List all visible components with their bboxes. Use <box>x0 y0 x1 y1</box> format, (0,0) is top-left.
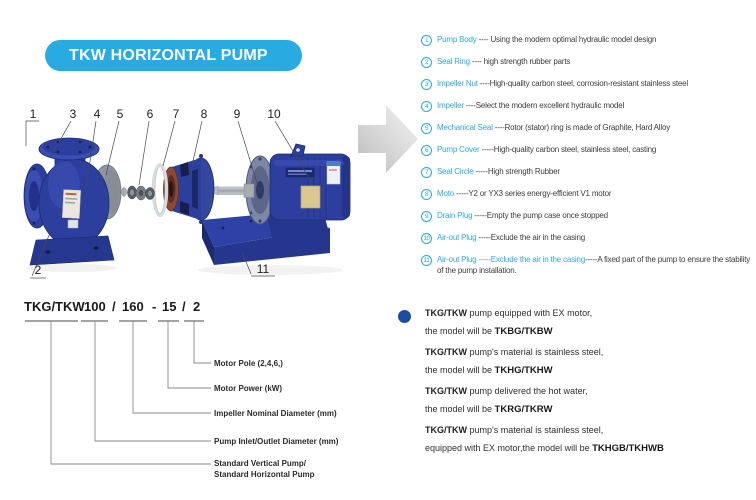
code-label: Motor Pole (2,4,6,) <box>214 359 283 368</box>
code-label: Motor Power (kW) <box>214 384 282 393</box>
variant-result <box>425 439 756 458</box>
variant-result <box>425 400 756 419</box>
series-code: TKG/TKW <box>425 425 467 435</box>
item-number-badge: 8 <box>421 189 432 200</box>
model-variants <box>398 304 756 460</box>
variant <box>425 343 756 380</box>
callout-number: 5 <box>116 107 124 121</box>
parts-list-item <box>421 189 756 200</box>
model-code: TKHG/TKHW <box>494 365 553 376</box>
code-label: Pump Inlet/Outlet Diameter (mm) <box>214 437 339 446</box>
part-desc: ---- high strength rubber parts <box>469 57 571 66</box>
part-desc: -----Y2 or YX3 series energy-efficient V1 motor <box>454 189 612 198</box>
pump-cover <box>164 154 215 224</box>
callout-number: 11 <box>256 262 270 276</box>
variant-condition <box>425 343 756 361</box>
code-segment: 15 <box>162 299 177 314</box>
parts-list <box>421 35 756 287</box>
code-segment: 2 <box>193 299 201 314</box>
part-desc: ----Select the modern excellent hydraulic model <box>463 101 625 110</box>
code-separator: / <box>112 299 116 314</box>
condition-text: pump equipped with EX motor, <box>467 308 593 318</box>
variant-condition <box>425 382 756 400</box>
callout-number: 4 <box>93 107 101 121</box>
code-label: Standard Vertical Pump/ <box>214 459 307 468</box>
part-desc: ----Rotor (stator) ring is made of Graphite, Hard Alloy <box>492 123 671 132</box>
variant-condition <box>425 304 756 322</box>
series-code: TKG/TKW <box>425 386 467 396</box>
condition-text: pump's material is stainless steel, <box>467 347 604 357</box>
code-label: Standard Horizontal Pump <box>214 470 315 479</box>
callout-number: 7 <box>172 107 180 121</box>
parts-list-item <box>421 145 756 156</box>
result-text: the model will be <box>425 404 495 414</box>
part-name: Air-out Plug <box>437 233 477 242</box>
callout-number: 2 <box>34 263 42 277</box>
model-code: TKRG/TKRW <box>494 404 553 415</box>
code-separator: - <box>152 299 157 314</box>
shadow <box>198 265 342 275</box>
item-number-badge: 10 <box>421 233 432 244</box>
item-number-badge: 3 <box>421 79 432 90</box>
exploded-pump-diagram <box>8 100 408 295</box>
callout-number: 10 <box>267 107 281 121</box>
part-desc: ----High-quality carbon steel, corrosion-resistant stainless steel <box>477 79 688 88</box>
result-text: the model will be <box>425 326 495 336</box>
part-desc: -----Exclude the air in the casing <box>476 233 586 242</box>
code-separator: / <box>182 299 186 314</box>
page-title-banner <box>45 40 302 71</box>
variant-condition <box>425 421 756 439</box>
callout-number: 3 <box>69 107 77 121</box>
page-title: TKW HORIZONTAL PUMP <box>69 47 268 64</box>
condition-text: pump delivered the hot water, <box>467 386 588 396</box>
model-code-breakdown <box>20 295 360 495</box>
parts-list-item <box>421 233 756 244</box>
model-code: TKHGB/TKHWB <box>592 443 664 454</box>
part-name: Mechanical Seal <box>437 123 493 132</box>
parts-list-item <box>421 211 756 222</box>
result-text: the model will be <box>425 365 495 375</box>
code-label: Impeller Nominal Diameter (mm) <box>214 409 337 418</box>
part-name: Pump Cover <box>437 145 480 154</box>
condition-text: pump's material is stainless steel, <box>467 425 604 435</box>
callout-number: 1 <box>29 107 37 121</box>
item-number-badge: 2 <box>421 57 432 68</box>
item-number-badge: 1 <box>421 35 432 46</box>
item-number-badge: 7 <box>421 167 432 178</box>
code-segment: 160 <box>122 299 144 314</box>
code-labels <box>214 359 339 479</box>
nameplate <box>286 168 314 177</box>
part-desc: -----High-quality carbon steel, stainless steel, casting <box>479 145 657 154</box>
part-name: Air-out Plug -----Exclude the air in the casing <box>437 255 585 264</box>
part-name: Seal Ring <box>437 57 470 66</box>
variant-result <box>425 322 756 341</box>
item-number-badge: 11 <box>421 255 432 266</box>
series-code: TKG/TKW <box>425 347 467 357</box>
parts-list-item <box>421 123 756 134</box>
variant-rows <box>425 304 756 458</box>
mechanical-seal <box>122 186 155 200</box>
pump-body <box>24 138 114 265</box>
code-segment: 100 <box>84 299 106 314</box>
callout-number: 9 <box>233 107 241 121</box>
item-number-badge: 4 <box>421 101 432 112</box>
motor-label <box>301 186 320 208</box>
seal-circle-oring <box>152 164 168 217</box>
model-code: TKBG/TKBW <box>494 326 553 337</box>
callout-number: 6 <box>146 107 154 121</box>
parts-list-item <box>421 79 756 90</box>
shaft <box>211 184 254 198</box>
callout-number: 8 <box>200 107 208 121</box>
model-code <box>24 299 200 314</box>
item-number-badge: 6 <box>421 145 432 156</box>
parts-list-item <box>421 167 756 178</box>
code-segment: TKG/TKW <box>24 299 85 314</box>
bullet-icon <box>398 310 411 323</box>
variant-result <box>425 361 756 380</box>
part-desc: -----A fixed part of the pump to ensure the stability of the pump installation. <box>437 255 753 275</box>
part-name: Drain Plug <box>437 211 473 220</box>
parts-list-item <box>421 35 756 46</box>
part-name: Moto <box>437 189 454 198</box>
right-arrow-icon <box>358 103 420 175</box>
part-desc: ---- Using the modern optimal hydraulic model design <box>476 35 657 44</box>
variant <box>425 304 756 341</box>
part-name: Seal Circle <box>437 167 474 176</box>
part-name: Pump Body <box>437 35 477 44</box>
code-connectors <box>51 321 211 464</box>
part-name: Impeller Nut <box>437 79 478 88</box>
part-desc: -----Empty the pump case once stopped <box>472 211 608 220</box>
motor-body <box>270 144 350 220</box>
drain-plug <box>68 220 78 228</box>
parts-list-item <box>421 101 756 112</box>
variant <box>425 421 756 458</box>
variant <box>425 382 756 419</box>
part-name: Impeller <box>437 101 464 110</box>
part-desc: -----High strength Rubber <box>473 167 560 176</box>
item-number-badge: 5 <box>421 123 432 134</box>
parts-list-item <box>421 57 756 68</box>
item-number-badge: 9 <box>421 211 432 222</box>
pump-label <box>62 190 80 219</box>
parts-list-item <box>421 255 756 276</box>
series-code: TKG/TKW <box>425 308 467 318</box>
result-text: equipped with EX motor,the model will be <box>425 443 593 453</box>
